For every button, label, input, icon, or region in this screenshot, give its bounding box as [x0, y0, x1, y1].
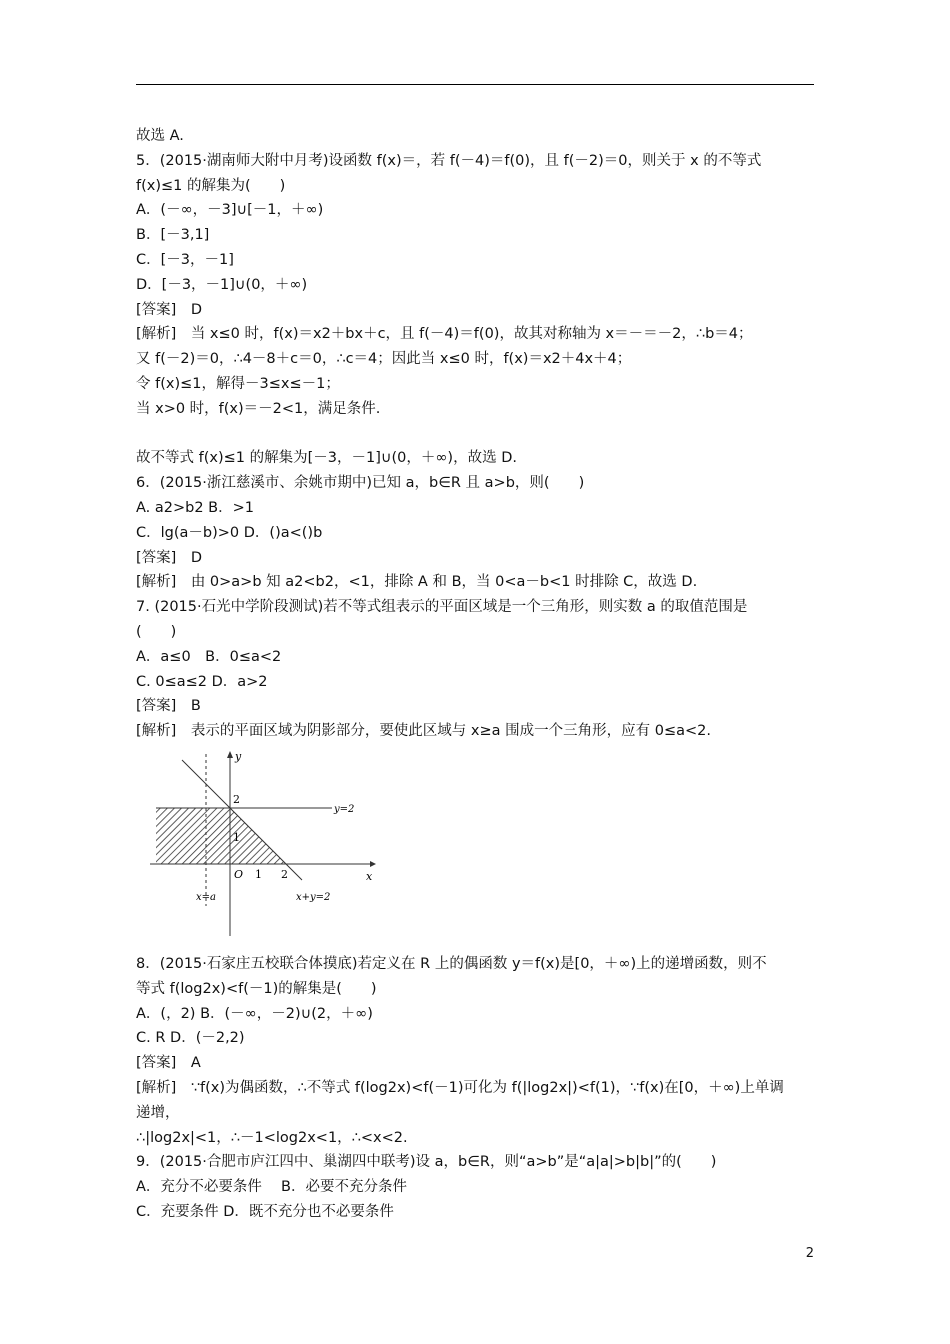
header-rule — [136, 84, 814, 85]
text-line: A. a2>b2 B．>1 — [136, 499, 255, 516]
page-number: 2 — [805, 1246, 814, 1261]
tick-label-y-1: 1 — [233, 830, 240, 844]
text-line: B．[－3,1] — [136, 227, 210, 244]
tick-label-y-2: 2 — [233, 792, 240, 806]
feasible-region-figure — [142, 748, 382, 948]
text-line: 9．(2015·合肥市庐江四中、巢湖四中联考)设 a，b∈R，则“a>b”是“a|a|>b|b|”的( ) — [136, 1154, 717, 1171]
text-line: ∴|log2x|<1，∴－1<log2x<1，∴<x<2. — [136, 1129, 408, 1146]
text-line: C．lg(a－b)>0 D．()a<()b — [136, 524, 323, 541]
text-line: D．[－3，－1]∪(0，＋∞) — [136, 276, 308, 293]
text-line: 又 f(－2)＝0，∴4－8＋c＝0，∴c＝4；因此当 x≤0 时，f(x)＝x2＋4x＋4； — [136, 351, 632, 368]
text-line: C．充要条件 D．既不充分也不必要条件 — [136, 1203, 394, 1220]
blank-line — [136, 422, 816, 447]
text-line: 7. (2015·石光中学阶段测试)若不等式组表示的平面区域是一个三角形，则实数 a 的取值范围是 — [136, 599, 748, 616]
label-y-equals-2: y=2 — [334, 803, 355, 815]
y-axis-arrow — [227, 751, 233, 758]
text-line: C. 0≤a≤2 D．a>2 — [136, 673, 268, 690]
label-x-plus-y-2: x+y=2 — [296, 891, 331, 903]
document-body — [136, 124, 816, 1225]
text-line: [答案] A — [136, 1055, 201, 1072]
text-line: 8．(2015·石家庄五校联合体摸底)若定义在 R 上的偶函数 y＝f(x)是[0，＋∞)上的递增函数，则不 — [136, 955, 767, 972]
text-line: [解析] 表示的平面区域为阴影部分，要使此区域与 x≥a 围成一个三角形，应有 0≤a<2. — [136, 723, 711, 740]
text-line: [答案] D — [136, 301, 202, 318]
text-line: [解析] 由 0>a>b 知 a2<b2，<1，排除 A 和 B，当 0<a－b<1 时排除 C，故选 D. — [136, 574, 698, 591]
text-line: [答案] B — [136, 698, 201, 715]
y-axis-label: y — [235, 749, 242, 763]
text-line: C．[－3，－1] — [136, 251, 234, 268]
tick-label-x-1: 1 — [255, 867, 262, 881]
x-axis-label: x — [366, 869, 373, 883]
text-line: [解析] 当 x≤0 时，f(x)＝x2＋bx＋c，且 f(－4)＝f(0)，故其对称轴为 x＝－＝－2，∴b＝4； — [136, 326, 753, 343]
text-line: ( ) — [136, 623, 177, 640]
text-line: 递增， — [136, 1104, 180, 1121]
tick-label-x-2: 2 — [281, 867, 288, 881]
text-line: C. R D．(－2,2) — [136, 1030, 245, 1047]
text-line: [答案] D — [136, 549, 202, 566]
text-line: 当 x>0 时，f(x)＝－2<1，满足条件. — [136, 400, 381, 417]
text-line: 6．(2015·浙江慈溪市、余姚市期中)已知 a，b∈R 且 a>b，则( ) — [136, 475, 585, 492]
shaded-region — [156, 808, 286, 864]
text-line: 等式 f(log2x)<f(－1)的解集是( ) — [136, 980, 377, 997]
text-line: A．a≤0 B．0≤a<2 — [136, 648, 282, 665]
text-line: 故选 A. — [136, 128, 184, 144]
label-x-equals-a: x=a — [196, 891, 216, 903]
text-line: A．(，2) B．(－∞，－2)∪(2，＋∞) — [136, 1005, 373, 1022]
text-line: A．充分不必要条件 B．必要不充分条件 — [136, 1179, 407, 1196]
text-line: f(x)≤1 的解集为( ) — [136, 177, 286, 194]
origin-label: O — [234, 867, 244, 881]
text-line: 故不等式 f(x)≤1 的解集为[－3，－1]∪(0，＋∞)，故选 D. — [136, 450, 517, 467]
text-line: 5．(2015·湖南师大附中月考)设函数 f(x)＝，若 f(－4)＝f(0)，且 f(－2)＝0，则关于 x 的不等式 — [136, 152, 762, 169]
text-line: 令 f(x)≤1，解得－3≤x≤－1； — [136, 375, 340, 392]
text-line: [解析] ∵f(x)为偶函数，∴不等式 f(log2x)<f(－1)可化为 f(|log2x|)<f(1)，∵f(x)在[0，＋∞)上单调 — [136, 1079, 784, 1096]
text-line: A．(－∞，－3]∪[－1，＋∞) — [136, 202, 324, 219]
x-axis-arrow — [370, 861, 376, 867]
region-graph — [142, 748, 382, 944]
